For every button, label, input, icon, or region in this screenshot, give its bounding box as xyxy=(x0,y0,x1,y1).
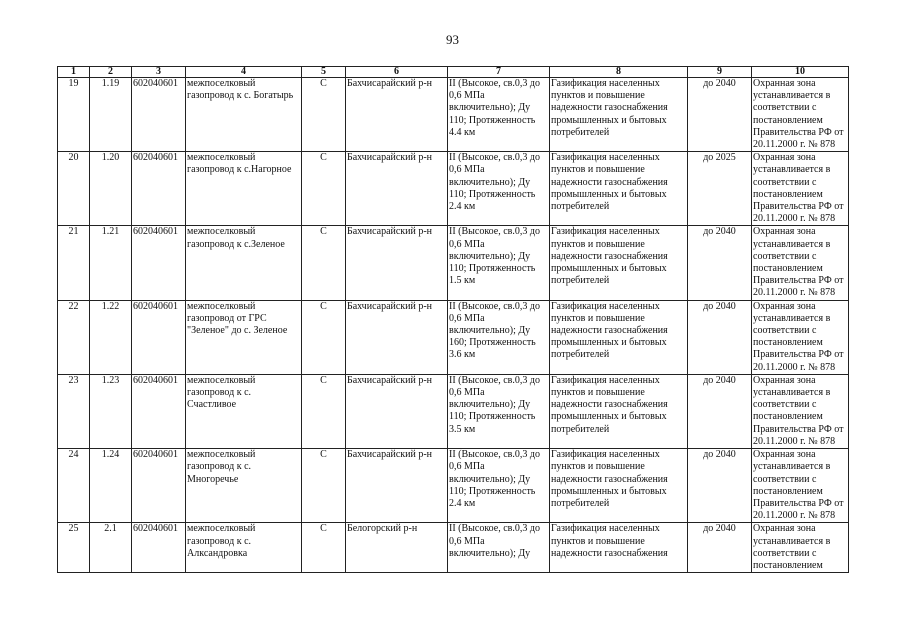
protection-zone: Охранная зона устанавливается в соответствии с постановлением Правительства РФ от 20.11.2000 г. № 878 xyxy=(752,78,849,152)
district: Бахчисарайский р-н xyxy=(346,152,448,226)
protection-zone: Охранная зона устанавливается в соответствии с постановлением Правительства РФ от 20.11.2000 г. № 878 xyxy=(752,152,849,226)
column-header: 8 xyxy=(550,67,688,78)
object-code: 1.24 xyxy=(90,449,132,523)
row-number: 21 xyxy=(58,226,90,300)
object-name: межпоселковый газопровод к с. Счастливое xyxy=(186,374,302,448)
column-header: 2 xyxy=(90,67,132,78)
pipeline-table xyxy=(57,66,849,573)
row-number: 23 xyxy=(58,374,90,448)
district: Бахчисарайский р-н xyxy=(346,449,448,523)
pipeline-parameters: II (Высокое, св.0,3 до 0,6 МПа включительно); Ду 110; Протяженность 3.5 км xyxy=(448,374,550,448)
district: Бахчисарайский р-н xyxy=(346,374,448,448)
pipeline-parameters: II (Высокое, св.0,3 до 0,6 МПа включительно); Ду 110; Протяженность 2.4 км xyxy=(448,152,550,226)
column-header: 10 xyxy=(752,67,849,78)
row-number: 19 xyxy=(58,78,90,152)
pipeline-parameters: II (Высокое, св.0,3 до 0,6 МПа включительно); Ду 110; Протяженность 2.4 км xyxy=(448,449,550,523)
purpose: Газификация населенных пунктов и повышение надежности газоснабжения промышленных и бытовых потребителей xyxy=(550,449,688,523)
column-header: 7 xyxy=(448,67,550,78)
table-row xyxy=(58,300,849,374)
row-number: 22 xyxy=(58,300,90,374)
column-header: 3 xyxy=(132,67,186,78)
column-header: 4 xyxy=(186,67,302,78)
object-type: С xyxy=(302,523,346,573)
district: Бахчисарайский р-н xyxy=(346,78,448,152)
object-type: С xyxy=(302,300,346,374)
table-row xyxy=(58,226,849,300)
object-type: С xyxy=(302,374,346,448)
protection-zone: Охранная зона устанавливается в соответствии с постановлением Правительства РФ от 20.11.2000 г. № 878 xyxy=(752,300,849,374)
term: до 2025 xyxy=(688,152,752,226)
object-type: С xyxy=(302,226,346,300)
protection-zone: Охранная зона устанавливается в соответствии с постановлением Правительства РФ от 20.11.2000 г. № 878 xyxy=(752,226,849,300)
table-row xyxy=(58,374,849,448)
object-name: межпоселковый газопровод от ГРС "Зеленое" до с. Зеленое xyxy=(186,300,302,374)
term: до 2040 xyxy=(688,78,752,152)
purpose: Газификация населенных пунктов и повышение надежности газоснабжения промышленных и бытовых потребителей xyxy=(550,300,688,374)
column-header: 6 xyxy=(346,67,448,78)
district: Бахчисарайский р-н xyxy=(346,300,448,374)
header-row xyxy=(58,67,849,78)
term: до 2040 xyxy=(688,300,752,374)
pipeline-parameters: II (Высокое, св.0,3 до 0,6 МПа включительно); Ду 160; Протяженность 3.6 км xyxy=(448,300,550,374)
object-id: 602040601 xyxy=(132,523,186,573)
object-name: межпоселковый газопровод к с.Нагорное xyxy=(186,152,302,226)
object-code: 1.20 xyxy=(90,152,132,226)
row-number: 20 xyxy=(58,152,90,226)
object-id: 602040601 xyxy=(132,78,186,152)
object-type: С xyxy=(302,449,346,523)
object-name: межпоселковый газопровод к с. Алксандровка xyxy=(186,523,302,573)
purpose: Газификация населенных пунктов и повышение надежности газоснабжения промышленных и бытовых потребителей xyxy=(550,374,688,448)
object-id: 602040601 xyxy=(132,152,186,226)
object-id: 602040601 xyxy=(132,449,186,523)
object-name: межпоселковый газопровод к с.Зеленое xyxy=(186,226,302,300)
object-name: межпоселковый газопровод к с. Богатырь xyxy=(186,78,302,152)
pipeline-parameters: II (Высокое, св.0,3 до 0,6 МПа включительно); Ду 110; Протяженность 4.4 км xyxy=(448,78,550,152)
object-type: С xyxy=(302,78,346,152)
table-row xyxy=(58,152,849,226)
purpose: Газификация населенных пунктов и повышение надежности газоснабжения промышленных и бытовых потребителей xyxy=(550,78,688,152)
district: Бахчисарайский р-н xyxy=(346,226,448,300)
object-name: межпоселковый газопровод к с. Многоречье xyxy=(186,449,302,523)
row-number: 25 xyxy=(58,523,90,573)
term: до 2040 xyxy=(688,449,752,523)
purpose: Газификация населенных пунктов и повышение надежности газоснабжения xyxy=(550,523,688,573)
pipeline-parameters: II (Высокое, св.0,3 до 0,6 МПа включительно); Ду 110; Протяженность 1.5 км xyxy=(448,226,550,300)
protection-zone: Охранная зона устанавливается в соответствии с постановлением Правительства РФ от 20.11.2000 г. № 878 xyxy=(752,374,849,448)
page-number: 93 xyxy=(446,32,459,47)
protection-zone: Охранная зона устанавливается в соответствии с постановлением xyxy=(752,523,849,573)
term: до 2040 xyxy=(688,226,752,300)
object-code: 1.19 xyxy=(90,78,132,152)
object-id: 602040601 xyxy=(132,300,186,374)
term: до 2040 xyxy=(688,374,752,448)
object-id: 602040601 xyxy=(132,226,186,300)
table-row xyxy=(58,523,849,573)
object-code: 2.1 xyxy=(90,523,132,573)
object-code: 1.21 xyxy=(90,226,132,300)
pipeline-parameters: II (Высокое, св.0,3 до 0,6 МПа включительно); Ду xyxy=(448,523,550,573)
row-number: 24 xyxy=(58,449,90,523)
object-code: 1.22 xyxy=(90,300,132,374)
district: Белогорский р-н xyxy=(346,523,448,573)
column-header: 1 xyxy=(58,67,90,78)
table-row xyxy=(58,78,849,152)
object-id: 602040601 xyxy=(132,374,186,448)
object-type: С xyxy=(302,152,346,226)
column-header: 9 xyxy=(688,67,752,78)
protection-zone: Охранная зона устанавливается в соответствии с постановлением Правительства РФ от 20.11.2000 г. № 878 xyxy=(752,449,849,523)
table-row xyxy=(58,449,849,523)
term: до 2040 xyxy=(688,523,752,573)
purpose: Газификация населенных пунктов и повышение надежности газоснабжения промышленных и бытовых потребителей xyxy=(550,152,688,226)
object-code: 1.23 xyxy=(90,374,132,448)
purpose: Газификация населенных пунктов и повышение надежности газоснабжения промышленных и бытовых потребителей xyxy=(550,226,688,300)
column-header: 5 xyxy=(302,67,346,78)
